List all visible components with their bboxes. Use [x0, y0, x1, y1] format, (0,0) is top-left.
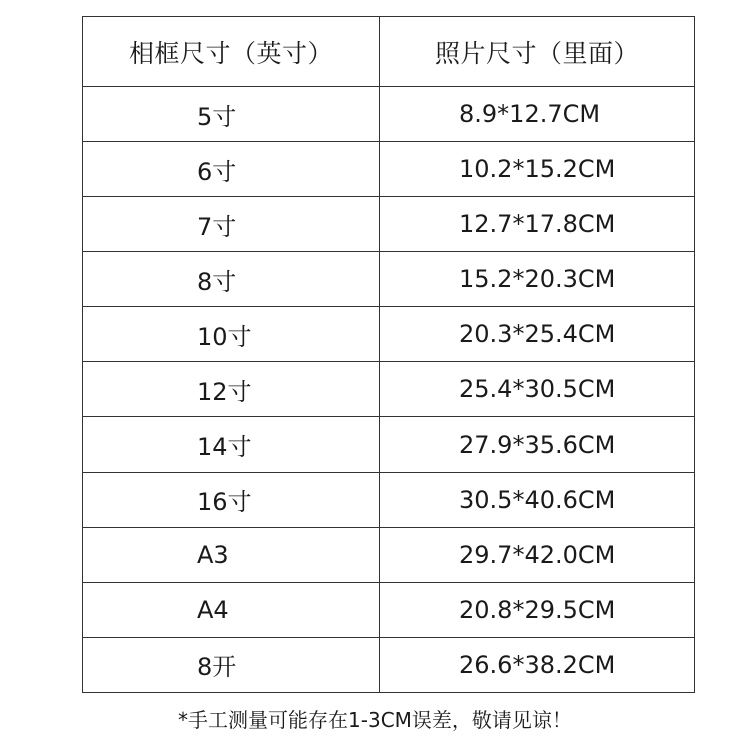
- table-row: [83, 87, 695, 142]
- table-row: [83, 142, 695, 197]
- measurement-note: *手工测量可能存在1-3CM误差，敬请见谅！: [178, 708, 572, 732]
- photo-size-cell: 25.4*30.5CM: [380, 362, 695, 417]
- frame-size-cell: 8开: [83, 637, 380, 692]
- photo-size-cell: 29.7*42.0CM: [380, 527, 695, 582]
- photo-size-cell: 20.3*25.4CM: [380, 307, 695, 362]
- frame-size-cell: 6寸: [83, 142, 380, 197]
- photo-size-cell: 26.6*38.2CM: [380, 637, 695, 692]
- table-row: [83, 637, 695, 692]
- table-row: [83, 362, 695, 417]
- photo-size-cell: 8.9*12.7CM: [380, 87, 695, 142]
- table-row: [83, 307, 695, 362]
- photo-size-cell: 27.9*35.6CM: [380, 417, 695, 472]
- frame-size-cell: 5寸: [83, 87, 380, 142]
- photo-size-cell: 30.5*40.6CM: [380, 472, 695, 527]
- frame-size-cell: 7寸: [83, 197, 380, 252]
- frame-size-cell: 8寸: [83, 252, 380, 307]
- frame-size-cell: 16寸: [83, 472, 380, 527]
- table-row: [83, 582, 695, 637]
- photo-size-cell: 20.8*29.5CM: [380, 582, 695, 637]
- size-table: [82, 16, 695, 693]
- photo-size-cell: 15.2*20.3CM: [380, 252, 695, 307]
- table-row: [83, 252, 695, 307]
- frame-size-cell: 12寸: [83, 362, 380, 417]
- frame-size-cell: 14寸: [83, 417, 380, 472]
- frame-size-cell: A4: [83, 582, 380, 637]
- header-photo-size: 照片尺寸（里面）: [380, 17, 695, 87]
- table-row: [83, 472, 695, 527]
- table-row: [83, 527, 695, 582]
- photo-size-cell: 10.2*15.2CM: [380, 142, 695, 197]
- table-row: [83, 197, 695, 252]
- header-frame-size: 相框尺寸（英寸）: [83, 17, 380, 87]
- table-header-row: [83, 17, 695, 87]
- table-row: [83, 417, 695, 472]
- photo-size-cell: 12.7*17.8CM: [380, 197, 695, 252]
- frame-size-cell: A3: [83, 527, 380, 582]
- frame-size-cell: 10寸: [83, 307, 380, 362]
